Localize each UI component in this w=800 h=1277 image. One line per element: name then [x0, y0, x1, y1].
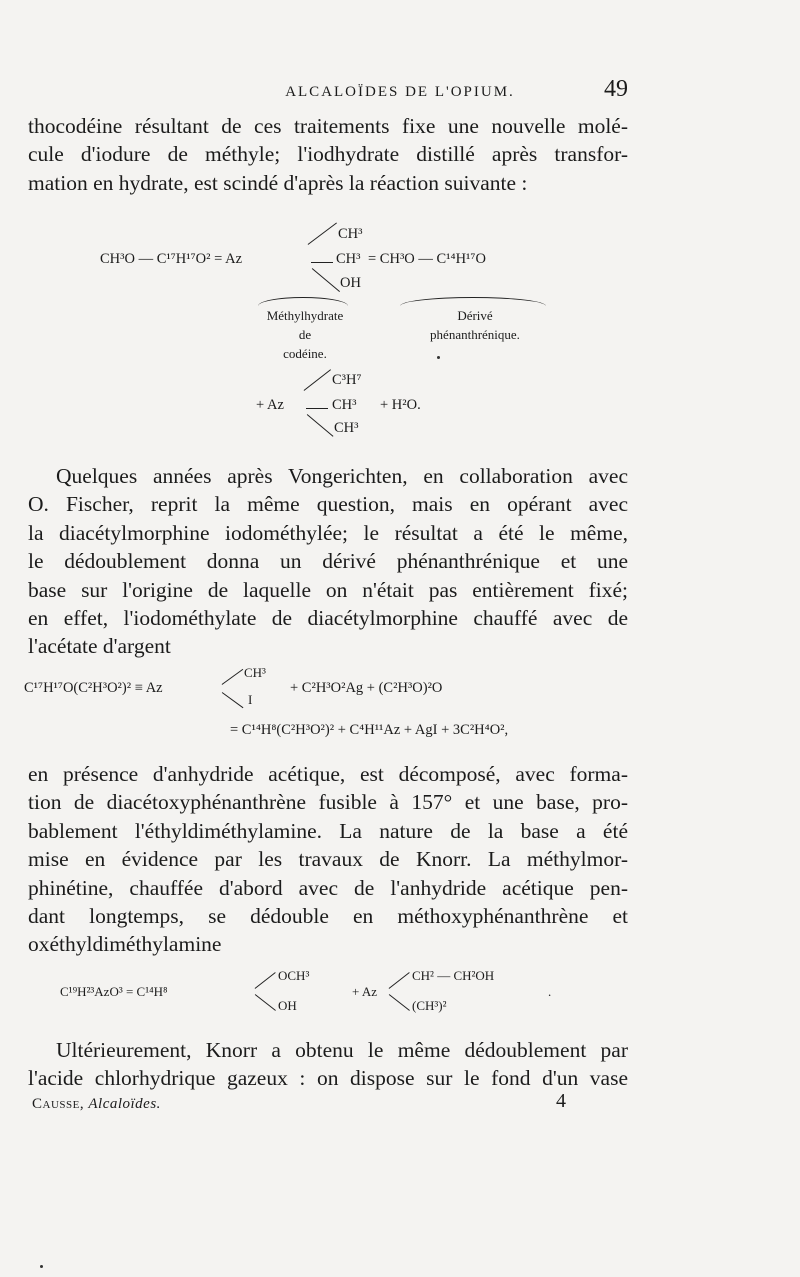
bond-line: [222, 669, 244, 685]
formula-group: CH³: [332, 397, 357, 413]
formula-right: + C²H³O²Ag + (C²H³O)²O: [290, 680, 443, 696]
speck: [40, 1265, 43, 1268]
text-line: Quelques années après Vongerichten, en collaboration avec: [56, 464, 628, 488]
formula-group: I: [248, 692, 253, 707]
formula-left: C¹⁹H²³AzO³ = C¹⁴H⁸: [60, 984, 168, 999]
label-de: de: [298, 327, 312, 342]
formula-group: OH: [278, 998, 297, 1013]
bond-line: [312, 268, 340, 292]
author-name: Causse,: [32, 1096, 85, 1112]
formula-left: CH³O — C¹⁷H¹⁷O² = Az: [100, 251, 243, 267]
label-methylhydrate: Méthylhydrate: [266, 308, 344, 323]
bond-line: [389, 972, 410, 989]
text-line: la diacétylmorphine iodométhylée; le résultat a été le même,: [28, 520, 628, 545]
text-line: tion de diacétoxyphénanthrène fusible à 157° et une base, pro-: [28, 790, 628, 815]
label-codeine: codéine.: [283, 346, 327, 361]
formula-group: CH³: [338, 226, 363, 242]
bond-line: [307, 414, 334, 437]
label-derive: Dérivé: [457, 308, 493, 323]
bond-line: [306, 408, 328, 409]
text-line: en effet, l'iodométhylate de diacétylmorphine chauffé avec de: [28, 606, 628, 631]
text-line: phinétine, chauffée d'abord avec de l'anhydride acétique pen-: [28, 875, 628, 900]
text-line: l'acide chlorhydrique gazeux : on dispose sur le fond d'un vase: [28, 1066, 628, 1091]
signature-mark: 4: [556, 1090, 566, 1112]
text-line: thocodéine résultant de ces traitements fixe une nouvelle molé-: [28, 114, 628, 138]
bond-line: [304, 369, 332, 391]
formula-product-suffix: + H²O.: [380, 397, 421, 413]
bond-line: [389, 994, 410, 1011]
formula-group: (CH³)²: [412, 998, 447, 1013]
brace-left: [258, 297, 348, 306]
text-line: le dédoublement donna un dérivé phénanthrénique et une: [28, 549, 628, 574]
bond-line: [255, 994, 276, 1011]
footer-author: [32, 1096, 161, 1113]
bond-line: [308, 222, 338, 245]
bond-line: [311, 262, 333, 263]
formula-left: C¹⁷H¹⁷O(C²H³O²)² ≡ Az: [24, 680, 163, 696]
formula-right: = CH³O — C¹⁴H¹⁷O: [368, 251, 486, 267]
formula-group: CH² — CH²OH: [412, 968, 495, 983]
formula-group: OCH³: [278, 968, 310, 983]
text-line: dant longtemps, se dédouble en méthoxyphénanthrène et: [28, 904, 628, 929]
text-line: cule d'iodure de méthyle; l'iodhydrate distillé après transfor-: [28, 142, 628, 167]
text-line: base sur l'origine de laquelle on n'était pas entièrement fixé;: [28, 577, 628, 602]
label-phenanthrenique: phénanthrénique.: [430, 327, 520, 342]
text-line: bablement l'éthyldiméthylamine. La nature de la base a été: [28, 818, 628, 843]
text-line: O. Fischer, reprit la même question, mais en opérant avec: [28, 492, 628, 517]
formula-group: OH: [340, 275, 361, 291]
formula-middle: + Az: [352, 984, 378, 999]
paragraph-2: [28, 462, 628, 661]
text-line: l'acétate d'argent: [28, 634, 171, 659]
running-head: ALCALOÏDES DE L'OPIUM.: [285, 84, 515, 100]
bond-line: [222, 692, 244, 708]
formula-group: CH³: [334, 420, 359, 436]
text-line: mise en évidence par les travaux de Knorr. La méthylmor-: [28, 847, 628, 872]
paragraph-1: [28, 112, 628, 197]
paragraph-4: [28, 1036, 628, 1093]
page-number: 49: [604, 76, 628, 102]
speck: [437, 356, 440, 359]
text-line: mation en hydrate, est scindé d'après la réaction suivante :: [28, 170, 528, 195]
formula-group: C³H⁷: [332, 372, 362, 388]
text-line: Ultérieurement, Knorr a obtenu le même dédoublement par: [56, 1038, 628, 1062]
bond-line: [255, 972, 276, 989]
paragraph-3: [28, 760, 628, 959]
text-line: en présence d'anhydride acétique, est décomposé, avec forma-: [28, 762, 628, 786]
formula-group: CH³: [244, 665, 266, 680]
text-line: oxéthyldiméthylamine: [28, 932, 222, 957]
formula-line2: = C¹⁴H⁸(C²H³O²)² + C⁴H¹¹Az + AgI + 3C²H⁴O²,: [230, 722, 509, 738]
book-title: Alcaloïdes.: [88, 1096, 161, 1112]
formula-group: CH³: [336, 251, 361, 267]
formula-product-prefix: + Az: [256, 397, 284, 413]
formula-suffix: .: [548, 984, 552, 999]
brace-right: [400, 297, 546, 306]
